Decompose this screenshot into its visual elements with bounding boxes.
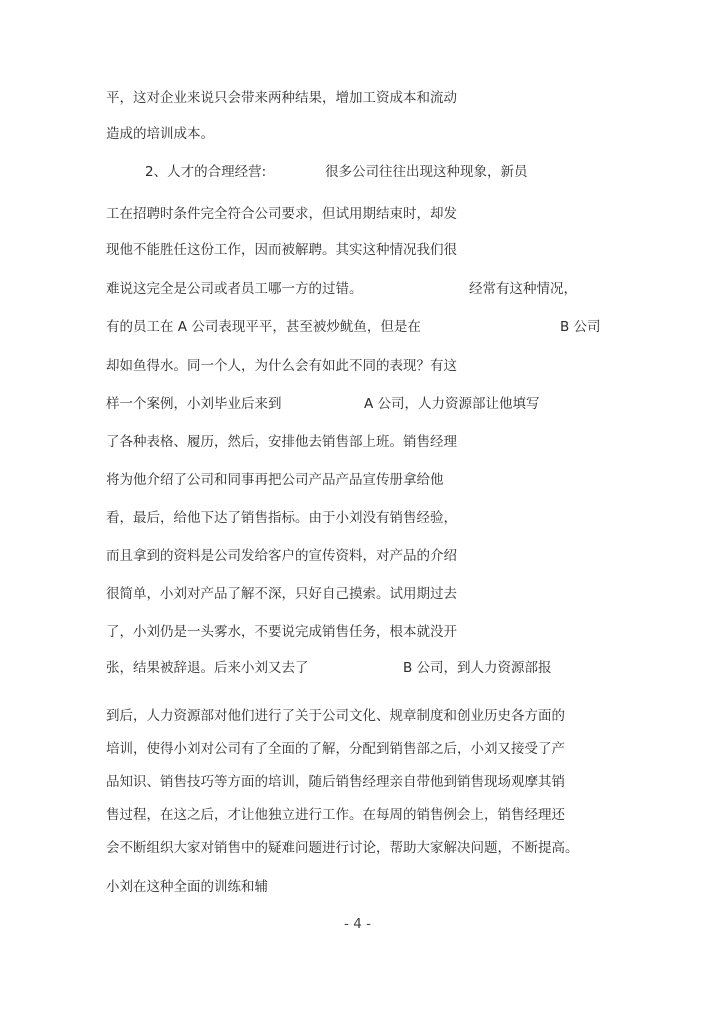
text-line: 将为他介绍了公司和同事再把公司产品产品宣传册拿给他 xyxy=(106,472,444,488)
text-line: 经常有这种情况， xyxy=(469,281,577,297)
text-line: A 公司，人力资源部让他填写 xyxy=(364,396,540,412)
text-line: 难说这完全是公司或者员工哪一方的过错。 xyxy=(106,281,363,297)
text-line: 很多公司往往出现这种现象，新员 xyxy=(325,164,528,180)
text-line: 小刘在这种全面的训练和辅 xyxy=(106,879,268,895)
text-line: 有的员工在 A 公司表现平平，甚至被炒鱿鱼，但是在 xyxy=(106,319,421,335)
text-line: 张，结果被辞退。后来小刘又去了 xyxy=(106,660,309,676)
page-number: - 4 - xyxy=(344,916,371,932)
text-line: 看，最后，给他下达了销售指标。由于小刘没有销售经验， xyxy=(106,510,457,526)
text-line: 却如鱼得水。同一个人，为什么会有如此不同的表现？有这 xyxy=(106,358,457,374)
text-line: 了，小刘仍是一头雾水，不要说完成销售任务，根本就没开 xyxy=(106,624,457,640)
text-line: 工在招聘时条件完全符合公司要求，但试用期结束时，却发 xyxy=(106,206,457,222)
text-line: 培训，使得小刘对公司有了全面的了解，分配到销售部之后，小刘又接受了产 xyxy=(106,741,565,757)
text-line: 品知识、销售技巧等方面的培训，随后销售经理亲自带他到销售现场观摩其销 xyxy=(106,774,565,790)
text-line: 了各种表格、履历，然后，安排他去销售部上班。销售经理 xyxy=(106,434,457,450)
text-line: 2、人才的合理经营: xyxy=(145,164,267,180)
text-line: 到后，人力资源部对他们进行了关于公司文化、规章制度和创业历史各方面的 xyxy=(106,708,565,724)
text-line: 售过程，在这之后，才让他独立进行工作。在每周的销售例会上，销售经理还 xyxy=(106,807,565,823)
text-line: 样一个案例，小刘毕业后来到 xyxy=(106,396,282,412)
text-line: B 公司 xyxy=(560,319,601,335)
text-line: 会不断组织大家对销售中的疑难问题进行讨论，帮助大家解决问题，不断提高。 xyxy=(106,840,579,856)
text-line: 平，这对企业来说只会带来两种结果，增加工资成本和流动 xyxy=(106,90,457,106)
text-line: 现他不能胜任这份工作，因而被解聘。其实这种情况我们很 xyxy=(106,242,457,258)
text-line: 造成的培训成本。 xyxy=(106,126,214,142)
text-line: 而且拿到的资料是公司发给客户的宣传资料，对产品的介绍 xyxy=(106,548,457,564)
text-line: B 公司，到人力资源部报 xyxy=(403,660,552,676)
text-line: 很简单，小刘对产品了解不深，只好自己摸索。试用期过去 xyxy=(106,586,457,602)
